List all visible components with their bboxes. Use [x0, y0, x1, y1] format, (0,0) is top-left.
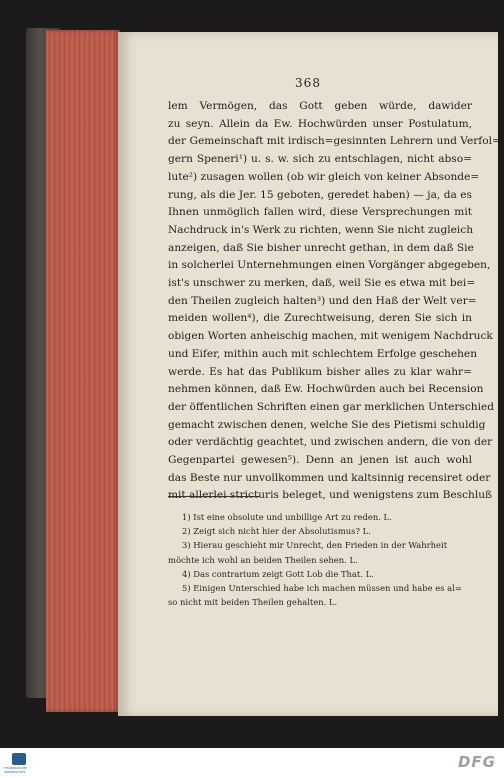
text-line: nehmen können, daß Ew. Hochwürden auch bei Recension — [168, 383, 484, 396]
page-number: 368 — [295, 76, 321, 90]
page-edges — [46, 30, 120, 712]
text-line: Nachdruck in's Werk zu richten, wenn Sie nicht zugleich — [168, 223, 474, 236]
footnote-divider — [168, 496, 260, 497]
text-line: lute²) zusagen wollen (ob wir gleich von keiner Absonde= — [168, 170, 480, 183]
dfg-logo[interactable]: DFG — [457, 753, 496, 771]
text-line: ist's unschwer zu merken, daß, weil Sie es etwa mit bei= — [168, 277, 476, 290]
text-line: gemacht zwischen denen, welche Sie des Pietismi schuldig — [168, 418, 486, 431]
text-line: werde. Es hat das Publikum bisher alles zu klar wahr= — [168, 365, 472, 378]
book-page — [118, 32, 501, 716]
text-line: oder verdächtig geachtet, und zwischen andern, die von der — [168, 436, 493, 449]
text-line: meiden wollen⁴), die Zurechtweisung, deren Sie sich in — [168, 312, 472, 325]
library-logo-icon — [12, 753, 26, 765]
footnotes — [168, 510, 472, 609]
text-line: Gegenpartei gewesen⁵). Denn an jenen ist auch wohl — [168, 454, 472, 467]
text-line: in solcherlei Unternehmungen einen Vorgänger abgegeben, — [168, 259, 491, 272]
footnote: 3) Hierau geschieht mir Unrecht, den Frieden in der Wahrheit — [182, 540, 448, 551]
library-logo[interactable] — [4, 750, 34, 776]
text-line: obigen Worten anheischig machen, mit wenigem Nachdruck — [168, 330, 493, 343]
text-line: und Eifer, mithin auch mit schlechtem Erfolge geschehen — [168, 347, 478, 360]
footnote: 4) Das contrarium zeigt Gott Lob die That. L. — [182, 568, 374, 579]
footnote-continuation: so nicht mit beiden Theilen gehalten. L. — [168, 597, 338, 608]
footnote: 1) Ist eine obsolute und unbillige Art zu reden. L. — [182, 512, 392, 522]
text-line: das Beste nur unvollkommen und kaltsinnig recensiret oder — [168, 471, 491, 484]
text-line: mit allerlei stricturis beleget, und wenigstens zum Beschluß — [168, 489, 493, 502]
text-line: gern Speneri¹) u. s. w. sich zu entschlagen, nicht abso= — [168, 153, 472, 166]
text-line: rung, als die Jer. 15 geboten, geredet haben) — ja, da es — [168, 188, 472, 201]
footnote: 5) Einigen Unterschied habe ich machen müssen und habe es al= — [182, 583, 462, 594]
library-logo-text: THÜRINGISCHE UNIVERSITÄTS — [4, 765, 27, 774]
viewer-footer — [0, 748, 504, 778]
text-line: der Gemeinschaft mit irdisch=gesinnten Lehrern und Verfol= — [168, 135, 501, 148]
text-line: den Theilen zugleich halten³) und den Haß der Welt ver= — [168, 294, 477, 307]
text-line: Ihnen unmöglich fallen wird, diese Versprechungen mit — [168, 206, 472, 219]
text-line: zu seyn. Allein da Ew. Hochwürden unser Postulatum, — [168, 117, 472, 130]
text-line: der öffentlichen Schriften einen gar merklichen Unterschied — [168, 400, 495, 413]
footnote-continuation: möchte ich wohl an beiden Theilen sehen. L. — [168, 554, 358, 565]
text-line: lem Vermögen, das Gott geben würde, dawider — [168, 100, 472, 112]
text-line: anzeigen, daß Sie bisher unrecht gethan, in dem daß Sie — [168, 241, 474, 254]
footnote: 2) Zeigt sich nicht hier der Absolutismus? L. — [182, 526, 371, 537]
body-text — [168, 98, 501, 505]
